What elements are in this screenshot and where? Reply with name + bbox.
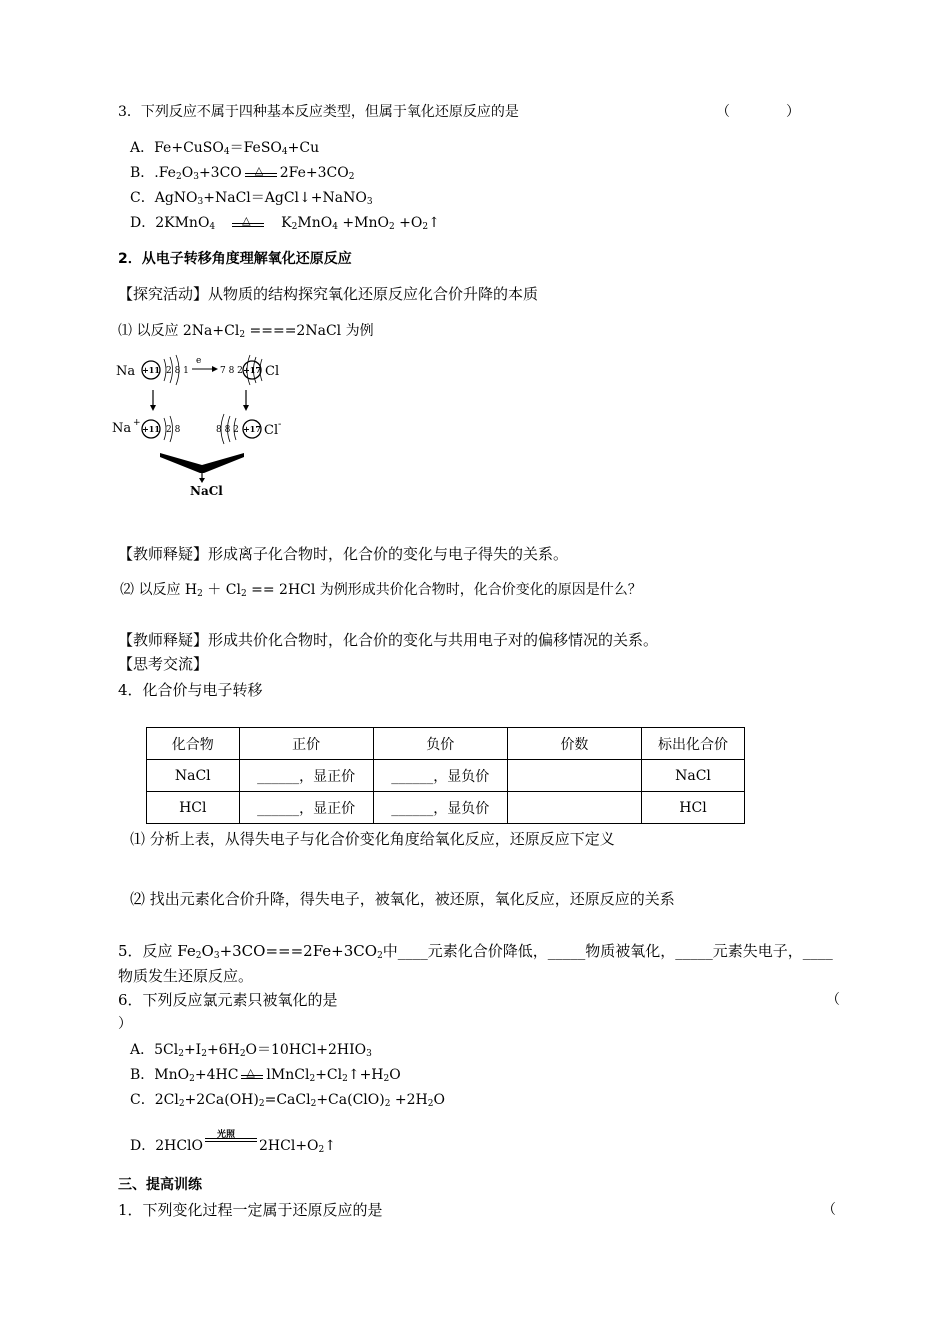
svg-text:2 8 1: 2 8 1 — [166, 366, 189, 376]
svg-text:Cl: Cl — [264, 423, 279, 438]
svg-text:8 8 2: 8 8 2 — [216, 425, 239, 435]
arrow-down-icon — [243, 405, 249, 411]
light-condition-icon: 光照 — [203, 1138, 259, 1152]
table-cell: ______，显正价 — [239, 760, 373, 792]
q6-stem: 6．下列反应氯元素只被氧化的是 — [118, 991, 338, 1009]
table-header: 价数 — [507, 728, 641, 760]
teacher-explanation-2: 【教师释疑】形成共价化合物时，化合价的变化与共用电子对的偏移情况的关系。 — [118, 631, 659, 649]
t1-stem: 1．下列变化过程一定属于还原反应的是 — [118, 1201, 383, 1219]
table-row — [147, 760, 745, 792]
example-2: ⑵ 以反应 $H_2 + Cl_2 == 2HCl$ 为例形成共价化合物时，化合价变化的原因是什么？ — [120, 582, 642, 599]
product-label: NaCl — [190, 484, 223, 498]
table-header: 化合物 — [147, 728, 240, 760]
section-3-title: 三、提高训练 — [118, 1177, 202, 1193]
svg-text:7 8 2: 7 8 2 — [220, 366, 243, 376]
table-header: 标出化合价 — [642, 728, 745, 760]
q6-option-b: B．MnO$_2$+4HC △ $lMnCl_2+Cl_2↑+H_2O$ — [130, 1066, 401, 1084]
table-row — [147, 792, 745, 824]
table-cell: NaCl — [642, 760, 745, 792]
svg-text:Cl: Cl — [265, 364, 280, 379]
table-cell: HCl — [642, 792, 745, 824]
table-cell: ______，显正价 — [239, 792, 373, 824]
q5-line-2: 物质发生还原反应。 — [118, 967, 254, 985]
q3-option-b: B．$.Fe_2O_3+3CO$ △ $2Fe+3CO_2$ — [130, 164, 355, 182]
q6-option-a: A．$5Cl_2+I_2+6H_2O=10HCl+2HIO_3$ — [130, 1042, 372, 1059]
teacher-explanation-1: 【教师释疑】形成离子化合物时，化合价的变化与电子得失的关系。 — [118, 545, 569, 563]
ionic-bond-diagram — [112, 345, 312, 505]
svg-text:e: e — [196, 356, 202, 366]
q3-option-d: D．2KMnO$_4$ △ $K_2MnO_4 +MnO_2$ $+O_2↑$ — [130, 214, 440, 232]
na-label: Na — [116, 364, 136, 379]
heat-condition-icon: △ — [230, 215, 266, 229]
think-heading: 【思考交流】 — [118, 655, 209, 673]
q3-option-a: A．Fe+CuSO$_4$＝FeSO$_4$+Cu — [130, 140, 320, 157]
table-cell: ______，显负价 — [373, 792, 507, 824]
table-cell — [507, 760, 641, 792]
svg-text:+11: +11 — [142, 424, 160, 434]
table-cell: ______，显负价 — [373, 760, 507, 792]
arrow-down-icon — [150, 405, 156, 411]
table-cell — [507, 792, 641, 824]
table-cell: HCl — [147, 792, 240, 824]
t1-bracket: （ — [822, 1202, 836, 1218]
q3-stem: 3．下列反应不属于四种基本反应类型，但属于氧化还原反应的是 — [118, 104, 519, 120]
svg-text:+17: +17 — [243, 424, 261, 434]
table-header: 负价 — [373, 728, 507, 760]
table-header: 正价 — [239, 728, 373, 760]
table-header-row — [147, 728, 745, 760]
q4-title: 4．化合价与电子转移 — [118, 681, 263, 699]
svg-text:+11: +11 — [142, 365, 160, 375]
svg-text:Na: Na — [112, 421, 132, 436]
table-cell: NaCl — [147, 760, 240, 792]
q6-option-c: C．$2Cl_2+2Ca(OH)_2=CaCl_2+Ca(ClO)_2 +2H_2O$ — [130, 1092, 445, 1109]
q3-bracket: （ ） — [716, 104, 800, 120]
svg-text:+: + — [133, 418, 141, 428]
q6-option-d: D．2HClO 光照 $2HCl+O_2↑$ — [130, 1130, 336, 1155]
svg-text:2 8: 2 8 — [166, 425, 181, 435]
section-2-title: 2．从电子转移角度理解氧化还原反应 — [118, 251, 352, 267]
activity-heading: 【探究活动】从物质的结构探究氧化还原反应化合价升降的本质 — [118, 285, 539, 303]
example-1: ⑴ 以反应 $2Na+Cl_2$ ====2NaCl 为例 — [118, 323, 374, 340]
analysis-2: ⑵ 找出元素化合价升降，得失电子，被氧化，被还原，氧化反应，还原反应的关系 — [130, 890, 675, 908]
heat-condition-icon: △ — [239, 1067, 265, 1081]
q3-option-c: C．AgNO$_3$+NaCl＝AgCl↓+NaNO$_3$ — [130, 190, 373, 207]
q6-bracket-open: （ — [826, 992, 840, 1008]
arrow-right-icon — [212, 366, 218, 372]
svg-text:-: - — [278, 419, 282, 430]
heat-condition-icon: △ — [243, 165, 279, 179]
q5-line-1: 5．反应 $Fe_2O_3+3CO===2Fe+3CO_2$中____元素化合价降低，_____物质被氧化，_____元素失电子，____ — [118, 942, 833, 961]
q6-bracket-close: ） — [118, 1016, 132, 1032]
analysis-1: ⑴ 分析上表，从得失电子与化合价变化角度给氧化反应，还原反应下定义 — [130, 830, 615, 848]
combine-arrow-icon — [160, 453, 244, 473]
valence-table — [146, 727, 745, 824]
svg-text:+17: +17 — [243, 365, 261, 375]
